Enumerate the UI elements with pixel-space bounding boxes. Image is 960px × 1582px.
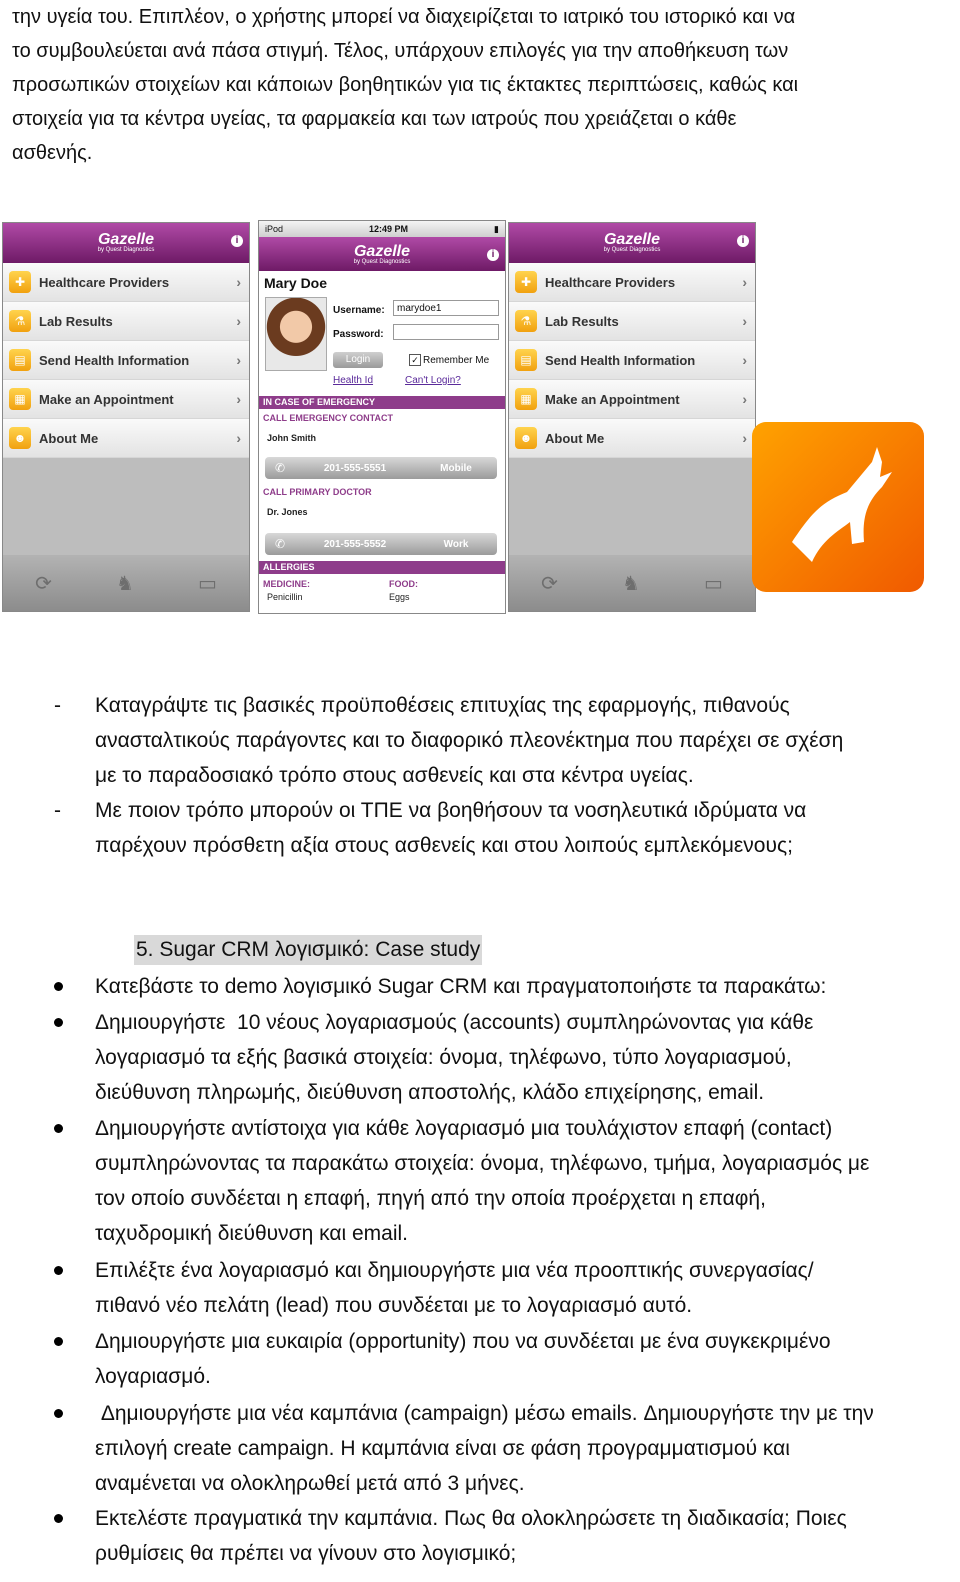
menu-item-send-health-info: ▤ Send Health Information › [3, 341, 249, 380]
bullet-item: Επιλέξτε ένα λογαριασμό και δημιουργήστε μια νέα προοπτικής συνεργασίας/ πιθανό νέο πελάτη (lead) που συνδέεται με το λογαριασμό αυτό. [54, 1253, 955, 1323]
gazelle-logo: Gazelle by Quest Diagnostics [603, 231, 661, 253]
call-work-button: ✆ 201-555-5552 Work [265, 533, 497, 555]
phone-screenshot-menu-left [2, 222, 250, 612]
app-header [259, 237, 505, 271]
menu-item-lab-results: ⚗ Lab Results › [3, 302, 249, 341]
emergency-section-header: IN CASE OF EMERGENCY [259, 396, 505, 409]
chevron-right-icon: › [742, 430, 747, 446]
menu-item-lab-results: ⚗ Lab Results › [509, 302, 755, 341]
person-icon: ☻ [9, 427, 31, 449]
emergency-contact-label: CALL EMERGENCY CONTACT [263, 413, 394, 423]
bullet-icon [54, 1124, 63, 1133]
info-icon: i [737, 235, 749, 247]
menu-item-about-me: ☻ About Me › [3, 419, 249, 458]
menu-item-appointment: ▦ Make an Appointment › [3, 380, 249, 419]
intro-line: προσωπικών στοιχείων και κάποιων βοηθητικών για τις έκτακτες περιπτώσεις, καθώς και [12, 74, 799, 96]
patient-name: Mary Doe [264, 275, 328, 291]
primary-doctor-label: CALL PRIMARY DOCTOR [263, 487, 372, 497]
question-1: - Καταγράψτε τις βασικές προϋποθέσεις επιτυχίας της εφαρμογής, πιθανούς ανασταλτικούς παράγοντες και το διαφορικό πλεονέκτημα που παρέχει σε σχέση με το παραδοσιακό τρόπο στους ασθενείς και στα κέντρα υγείας. [54, 694, 844, 787]
chevron-right-icon: › [236, 313, 241, 329]
remember-label: Remember Me [423, 355, 490, 366]
gazelle-icon [752, 422, 924, 592]
menu-item-healthcare-providers: ✚ Healthcare Providers › [509, 263, 755, 302]
bullet-item: Δημιουργήστε μια ευκαιρία (opportunity) που να συνδέεται με ένα συγκεκριμένο λογαριασμό. [54, 1324, 955, 1394]
stethoscope-icon: ✚ [9, 271, 31, 293]
bullet-icon [54, 1337, 63, 1346]
username-label: Username: [333, 305, 385, 316]
remember-checkbox: ✓ [409, 354, 421, 366]
app-header [3, 223, 249, 263]
gazelle-app-icon [752, 422, 924, 592]
gazelle-icon: ♞ [115, 572, 134, 595]
chevron-right-icon: › [742, 391, 747, 407]
health-id-link: Health Id [333, 375, 374, 386]
flask-icon: ⚗ [515, 310, 537, 332]
menu-item-appointment: ▦ Make an Appointment › [509, 380, 755, 419]
login-button: Login [333, 352, 383, 368]
intro-line: στοιχεία για τα κέντρα υγείας, τα φαρμακεία και των ιατρούς που χρειάζεται ο κάθε [12, 108, 737, 130]
bullet-item: Δημιουργήστε 10 νέους λογαριασμούς (accounts) συμπληρώνοντας για κάθε λογαριασμό τα εξής βασικά στοιχεία: όνομα, τηλέφωνο, τύπο λογαριασμού, διεύθυνση πληρωμής, διεύθυνση αποστολής, κλάδο επιχείρησης, email. [54, 1005, 955, 1110]
primary-doctor-name: Dr. Jones [267, 507, 308, 517]
person-icon: ☻ [515, 427, 537, 449]
menu-item-healthcare-providers: ✚ Healthcare Providers › [3, 263, 249, 302]
food-label: FOOD: [389, 579, 418, 589]
gazelle-logo: Gazelle by Quest Diagnostics [97, 231, 155, 253]
ios-status-bar: iPod 12:49 PM ▮ [259, 221, 505, 237]
app-header [509, 223, 755, 263]
chevron-right-icon: › [236, 352, 241, 368]
phone-screenshot-menu-right [508, 222, 756, 612]
folder-icon: ▤ [515, 349, 537, 371]
username-input: marydoe1 [393, 300, 499, 316]
medicine-value: Penicillin [267, 592, 303, 602]
phone-screenshot-login [258, 220, 506, 614]
section-heading: 5. Sugar CRM λογισμικό: Case study [134, 935, 482, 965]
flask-icon: ⚗ [9, 310, 31, 332]
food-value: Eggs [389, 592, 410, 602]
info-icon: i [231, 235, 243, 247]
chevron-right-icon: › [236, 391, 241, 407]
gazelle-logo: Gazelle by Quest Diagnostics [353, 243, 411, 265]
calendar-icon: ▦ [515, 388, 537, 410]
bullet-icon [54, 1266, 63, 1275]
emergency-contact-name: John Smith [267, 433, 316, 443]
call-mobile-button: ✆ 201-555-5551 Mobile [265, 457, 497, 479]
card-icon: ▭ [704, 572, 723, 595]
bullet-icon [54, 1018, 63, 1027]
menu-item-send-health-info: ▤ Send Health Information › [509, 341, 755, 380]
bullet-icon [54, 1514, 63, 1523]
menu-item-about-me: ☻ About Me › [509, 419, 755, 458]
intro-line: ασθενής. [12, 142, 93, 164]
bullet-item: Κατεβάστε το demo λογισμικό Sugar CRM και πραγματοποιήστε τα παρακάτω: [54, 969, 955, 1004]
bullet-item: Δημιουργήστε αντίστοιχα για κάθε λογαριασμό μια τουλάχιστον επαφή (contact) συμπληρώνοντας τα παρακάτω στοιχεία: όνομα, τηλέφωνο, τμήμα, λογαριασμός με τον οποίο συνδέεται η επαφή, πηγή από την οποία προέρχεται η επαφή, ταχυδρομική διεύθυνση και email. [54, 1111, 960, 1251]
app-toolbar [509, 555, 755, 611]
intro-paragraph [12, 0, 952, 170]
refresh-icon: ⟳ [541, 572, 558, 595]
card-icon: ▭ [198, 572, 217, 595]
question-2: - Με ποιον τρόπο μπορούν οι ΤΠΕ να βοηθήσουν τα νοσηλευτικά ιδρύματα να παρέχουν πρόσθετη αξία στους ασθενείς και στου λοιπούς εμπλεκόμενους; [54, 799, 807, 857]
password-label: Password: [333, 329, 384, 340]
bullet-item: Δημιουργήστε μια νέα καμπάνια (campaign) μέσω emails. Δημιουργήστε την με την επιλογή create campaign. Η καμπάνια είναι σε φάση προγραμματισμού και αναμένεται να ολοκληρωθεί μετά από 3 μήνες. [54, 1396, 960, 1501]
bullet-icon [54, 982, 63, 991]
folder-icon: ▤ [9, 349, 31, 371]
calendar-icon: ▦ [9, 388, 31, 410]
gazelle-icon: ♞ [621, 572, 640, 595]
patient-photo [265, 297, 327, 371]
app-toolbar [3, 555, 249, 611]
allergies-section-header: ALLERGIES [259, 561, 505, 574]
medicine-label: MEDICINE: [263, 579, 310, 589]
intro-line: το συμβουλεύεται ανά πάσα στιγμή. Τέλος, υπάρχουν επιλογές για την αποθήκευση των [12, 40, 789, 62]
refresh-icon: ⟳ [35, 572, 52, 595]
phone-icon: ✆ [274, 461, 286, 475]
phone-icon: ✆ [274, 537, 286, 551]
info-icon: i [487, 249, 499, 261]
bullet-item: Εκτελέστε πραγματικά την καμπάνια. Πως θα ολοκληρώσετε τη διαδικασία; Ποιες ρυθμίσεις θα πρέπει να γίνουν στο λογισμικό; [54, 1501, 955, 1571]
chevron-right-icon: › [742, 313, 747, 329]
bullet-icon [54, 1409, 63, 1418]
password-input [393, 324, 499, 340]
cant-login-link: Can't Login? [405, 375, 461, 386]
chevron-right-icon: › [742, 274, 747, 290]
chevron-right-icon: › [236, 430, 241, 446]
intro-line: την υγεία του. Επιπλέον, ο χρήστης μπορεί να διαχειρίζεται το ιατρικό του ιστορικό και να [12, 6, 796, 28]
stethoscope-icon: ✚ [515, 271, 537, 293]
chevron-right-icon: › [742, 352, 747, 368]
chevron-right-icon: › [236, 274, 241, 290]
battery-icon: ▮ [494, 223, 499, 234]
